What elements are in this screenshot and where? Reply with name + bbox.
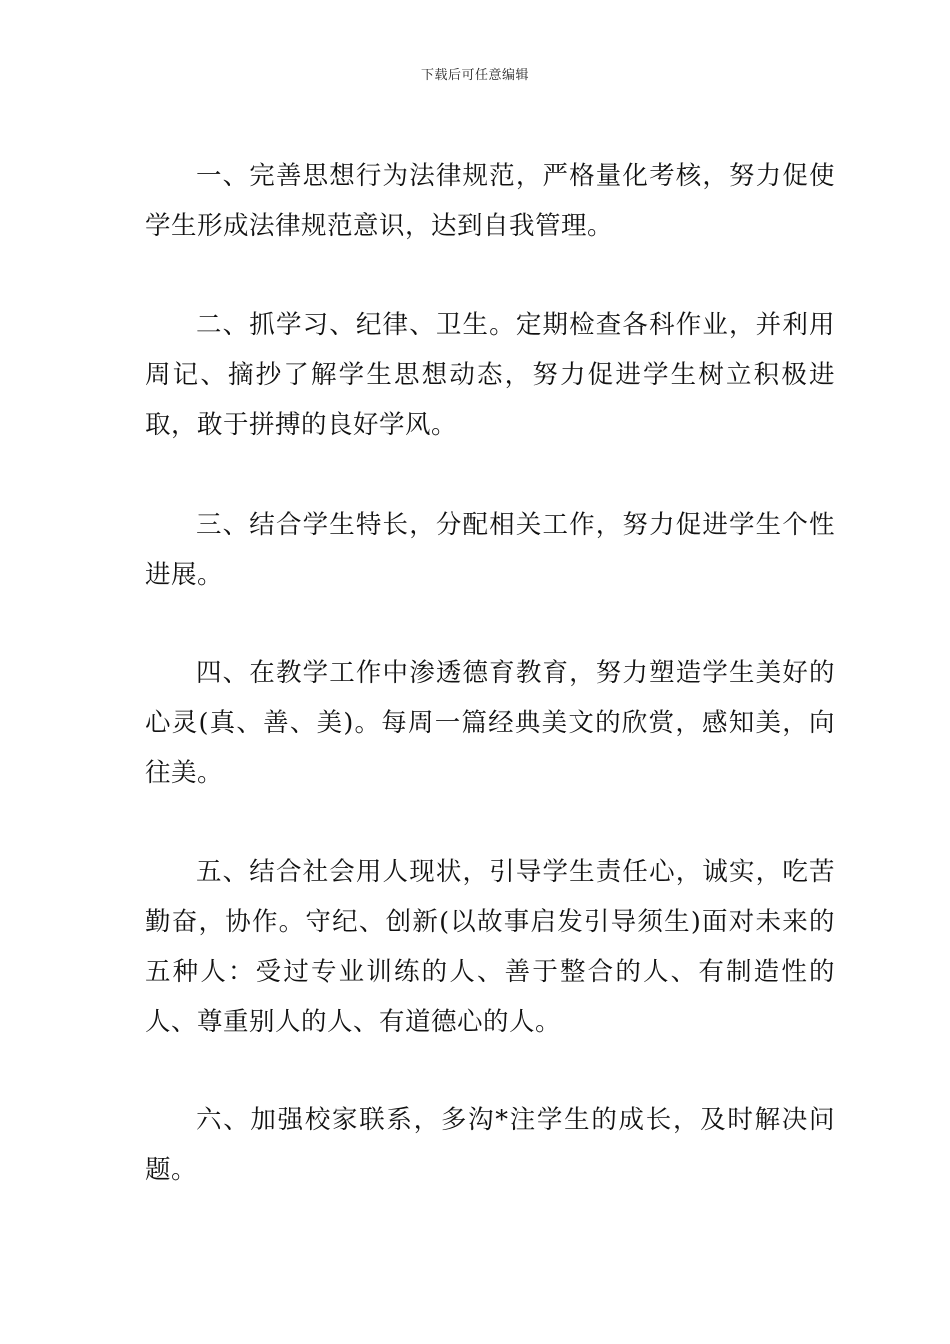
paragraph-1: 一、完善思想行为法律规范，严格量化考核，努力促使学生形成法律规范意识，达到自我管理。: [145, 160, 835, 241]
paragraph-2: 二、抓学习、纪律、卫生。定期检查各科作业，并利用周记、摘抄了解学生思想动态，努力促进学生树立积极进取，敢于拼搏的良好学风。: [145, 309, 835, 440]
header-note: 下载后可任意编辑: [420, 68, 529, 83]
paragraph-6: 六、加强校家联系，多沟*注学生的成长，及时解决问题。: [145, 1104, 835, 1185]
paragraph-3: 三、结合学生特长，分配相关工作，努力促进学生个性进展。: [145, 509, 835, 590]
paragraph-5: 五、结合社会用人现状，引导学生责任心，诚实，吃苦勤奋，协作。守纪、创新(以故事启发引导须生)面对未来的五种人：受过专业训练的人、善于整合的人、有制造性的人、尊重别人的人、有道德心的人。: [145, 856, 835, 1037]
paragraph-4: 四、在教学工作中渗透德育教育，努力塑造学生美好的心灵(真、善、美)。每周一篇经典美文的欣赏，感知美，向往美。: [145, 657, 835, 788]
